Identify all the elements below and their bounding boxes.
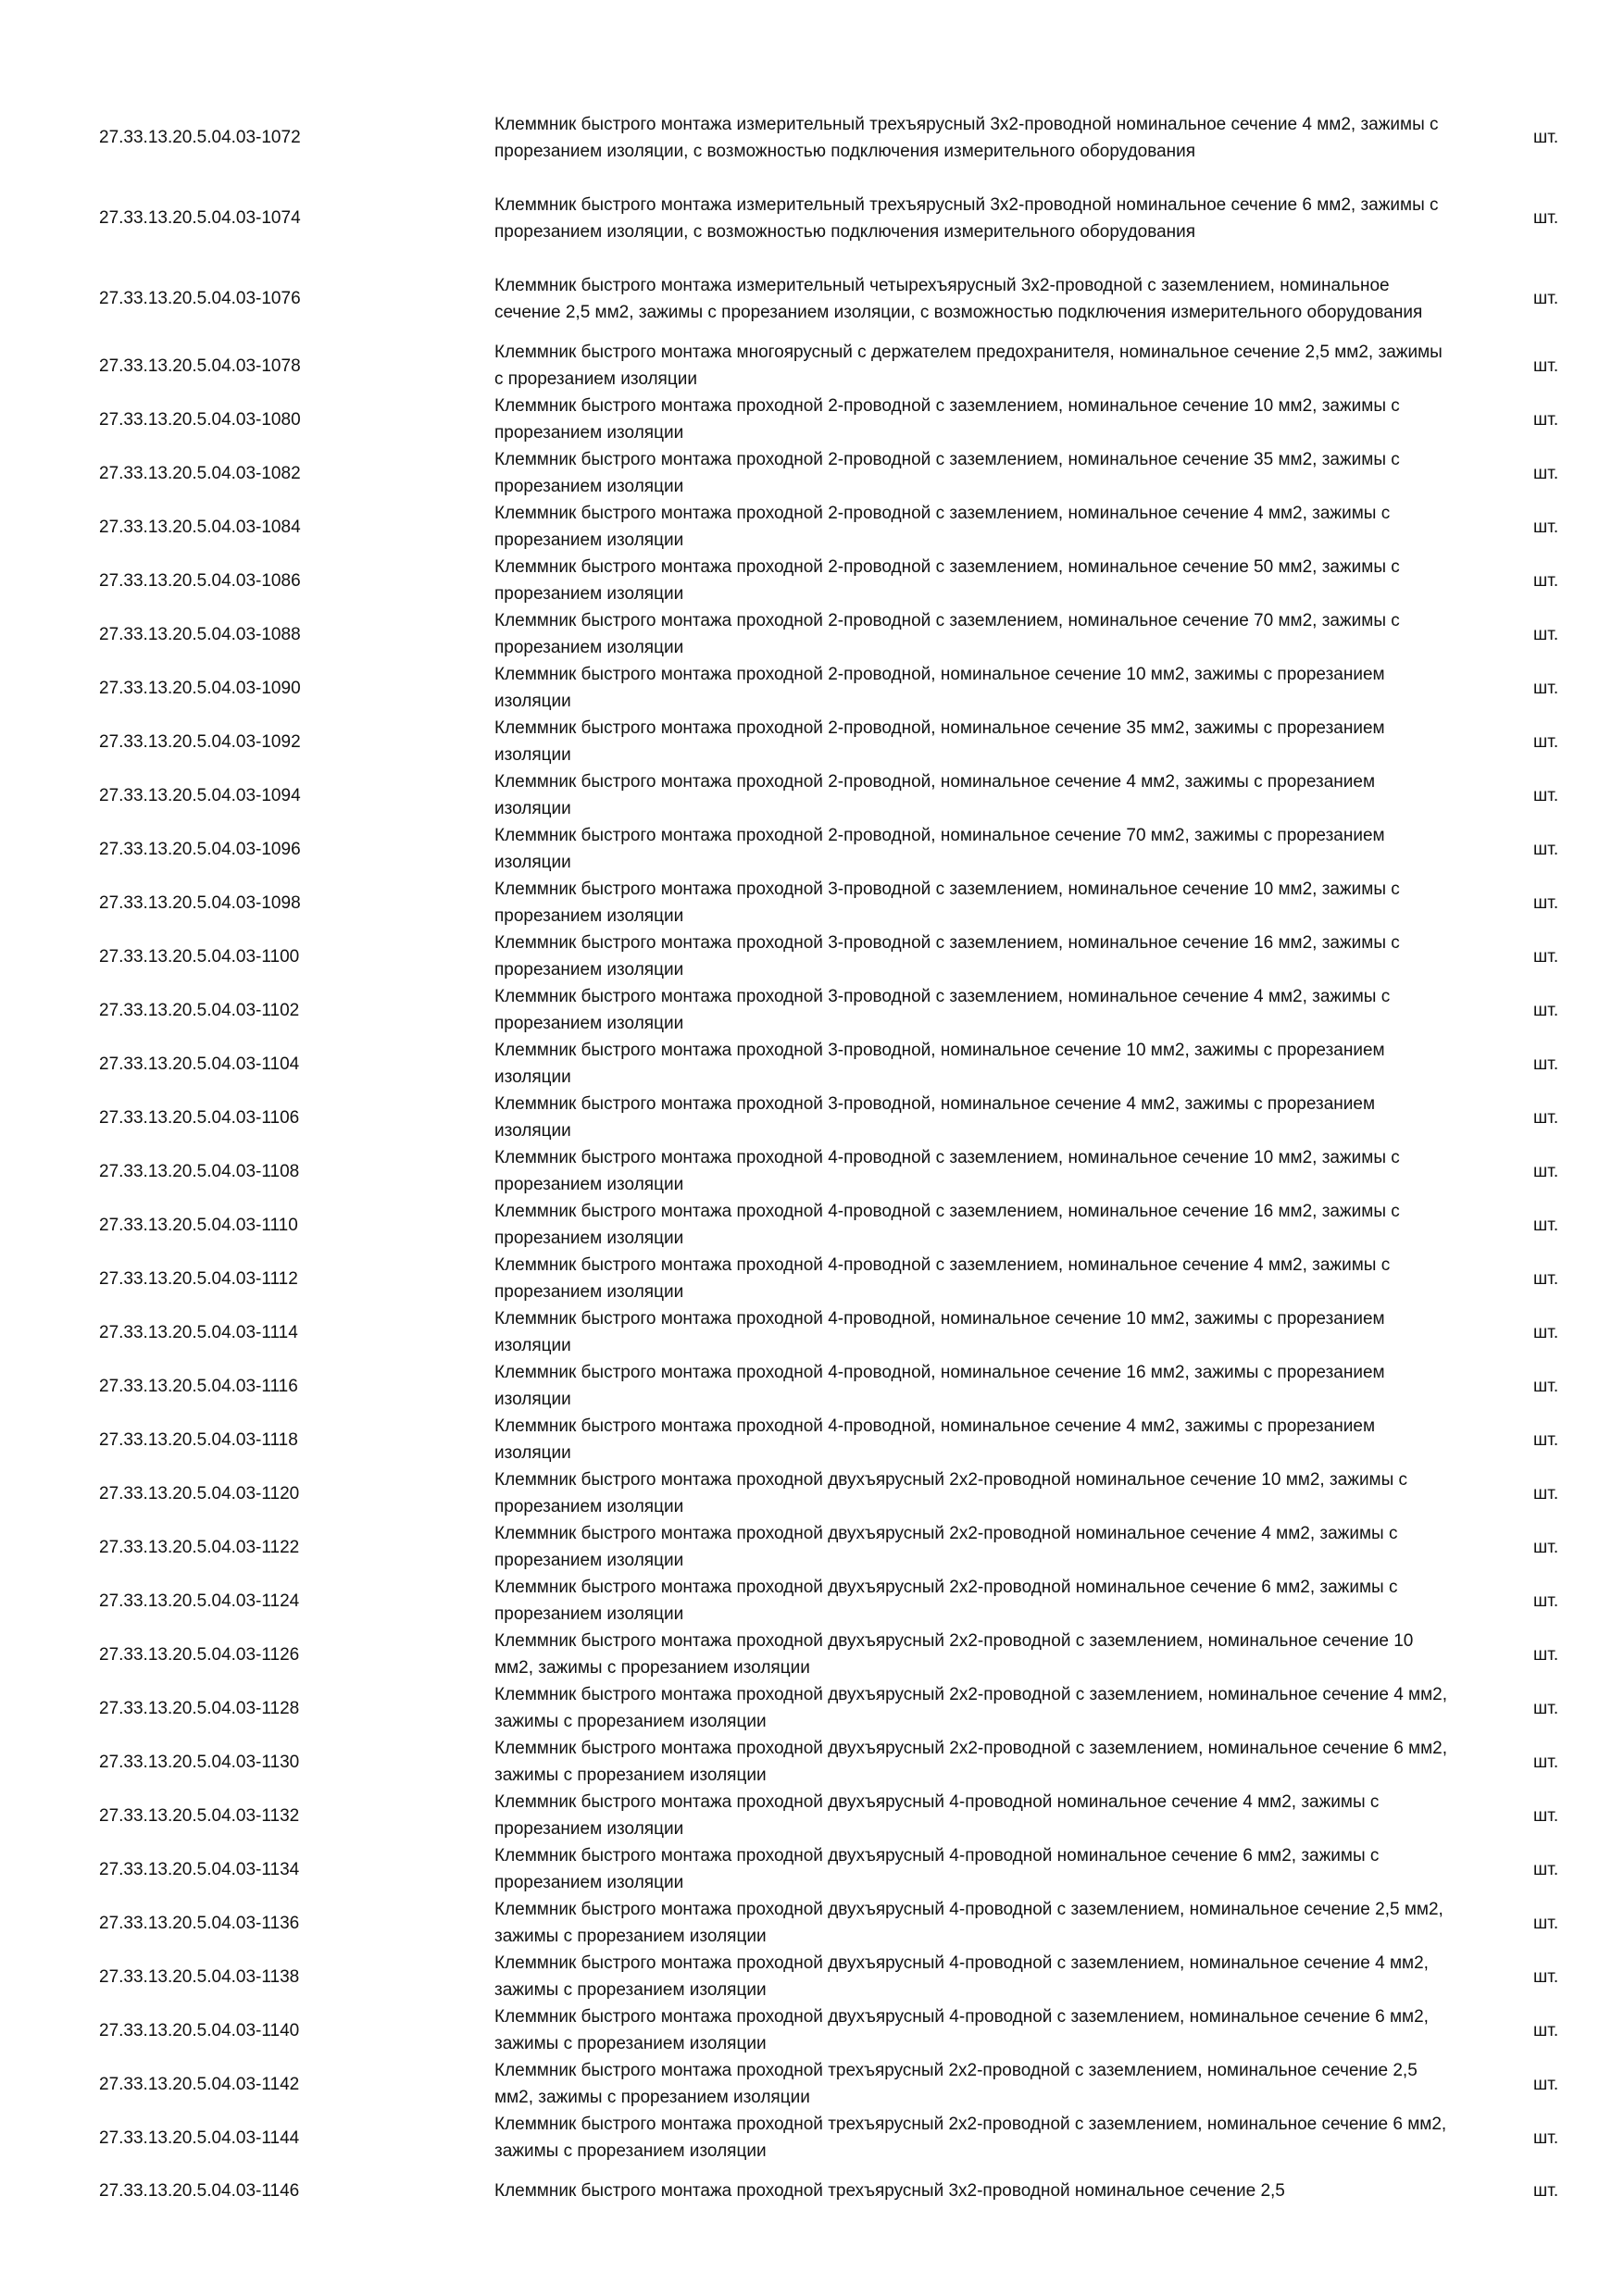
table-row [0,178,1624,258]
row-unit: шт. [1533,1268,1559,1289]
row-unit: шт. [1533,1483,1559,1504]
table-row [0,97,1624,178]
row-code: 27.33.13.20.5.04.03-1142 [99,2074,300,2094]
row-unit: шт. [1533,2020,1559,2040]
row-unit: шт. [1533,463,1559,483]
row-code: 27.33.13.20.5.04.03-1088 [99,624,301,644]
row-description: Клеммник быстрого монтажа проходной 2-проводной с заземлением, номинальное сечение 35 мм2, зажимы с прорезанием изоляции [494,450,1400,496]
table-row [0,715,1624,768]
row-description: Клеммник быстрого монтажа проходной 3-проводной, номинальное сечение 10 мм2, зажимы с прорезанием изоляции [494,1041,1385,1087]
row-description: Клеммник быстрого монтажа проходной двухъярусный 2х2-проводной номинальное сечение 6 мм2, зажимы с прорезанием изоляции [494,1578,1398,1624]
row-code: 27.33.13.20.5.04.03-1112 [99,1268,298,1289]
row-unit: шт. [1533,1054,1559,1074]
row-code: 27.33.13.20.5.04.03-1092 [99,731,301,752]
row-unit: шт. [1533,570,1559,591]
row-unit: шт. [1533,839,1559,859]
row-description: Клеммник быстрого монтажа проходной двухъярусный 4-проводной номинальное сечение 6 мм2, зажимы с прорезанием изоляции [494,1846,1380,1892]
table-row [0,930,1624,983]
row-description: Клеммник быстрого монтажа проходной 4-проводной с заземлением, номинальное сечение 10 мм2, зажимы с прорезанием изоляции [494,1148,1400,1194]
row-description: Клеммник быстрого монтажа проходной двухъярусный 2х2-проводной номинальное сечение 4 мм2, зажимы с прорезанием изоляции [494,1524,1398,1570]
row-unit: шт. [1533,1859,1559,1879]
row-code: 27.33.13.20.5.04.03-1090 [99,678,301,698]
row-unit: шт. [1533,731,1559,752]
row-code: 27.33.13.20.5.04.03-1106 [99,1107,300,1128]
row-code: 27.33.13.20.5.04.03-1086 [99,570,301,591]
row-code: 27.33.13.20.5.04.03-1080 [99,409,301,430]
table-row [0,822,1624,876]
row-unit: шт. [1533,1698,1559,1718]
row-code: 27.33.13.20.5.04.03-1146 [99,2181,300,2201]
table-row [0,554,1624,607]
row-unit: шт. [1533,1429,1559,1450]
row-code: 27.33.13.20.5.04.03-1108 [99,1161,300,1181]
row-code: 27.33.13.20.5.04.03-1110 [99,1215,298,1235]
row-code: 27.33.13.20.5.04.03-1082 [99,463,301,483]
row-description: Клеммник быстрого монтажа проходной 2-проводной с заземлением, номинальное сечение 50 мм2, зажимы с прорезанием изоляции [494,557,1400,604]
row-unit: шт. [1533,2128,1559,2148]
row-code: 27.33.13.20.5.04.03-1132 [99,1805,300,1826]
table-row [0,876,1624,930]
row-code: 27.33.13.20.5.04.03-1118 [99,1429,298,1450]
row-description: Клеммник быстрого монтажа проходной 4-проводной, номинальное сечение 16 мм2, зажимы с прорезанием изоляции [494,1363,1385,1409]
table-row [0,661,1624,715]
row-code: 27.33.13.20.5.04.03-1122 [99,1537,300,1557]
table-row [0,1359,1624,1413]
row-description: Клеммник быстрого монтажа проходной 4-проводной, номинальное сечение 10 мм2, зажимы с прорезанием изоляции [494,1309,1385,1355]
row-unit: шт. [1533,1107,1559,1128]
row-description: Клеммник быстрого монтажа проходной 3-проводной с заземлением, номинальное сечение 4 мм2, зажимы с прорезанием изоляции [494,987,1391,1033]
row-unit: шт. [1533,2074,1559,2094]
table-row [0,1950,1624,2003]
row-code: 27.33.13.20.5.04.03-1116 [99,1376,298,1396]
table-row [0,607,1624,661]
row-description: Клеммник быстрого монтажа проходной 4-проводной с заземлением, номинальное сечение 4 мм2, зажимы с прорезанием изоляции [494,1255,1391,1302]
row-unit: шт. [1533,785,1559,805]
row-description: Клеммник быстрого монтажа проходной 2-проводной, номинальное сечение 4 мм2, зажимы с прорезанием изоляции [494,772,1376,818]
table-row [0,1252,1624,1305]
row-code: 27.33.13.20.5.04.03-1102 [99,1000,300,1020]
row-code: 27.33.13.20.5.04.03-1134 [99,1859,300,1879]
row-unit: шт. [1533,2181,1559,2201]
row-code: 27.33.13.20.5.04.03-1124 [99,1591,300,1611]
table-row [0,1305,1624,1359]
table-row [0,768,1624,822]
row-code: 27.33.13.20.5.04.03-1100 [99,946,300,967]
table-row [0,1144,1624,1198]
row-description: Клеммник быстрого монтажа многоярусный с держателем предохранителя, номинальное сечение 2,5 мм2, зажимы с прорезанием изоляции [494,343,1443,389]
row-description: Клеммник быстрого монтажа проходной 2-проводной, номинальное сечение 70 мм2, зажимы с прорезанием изоляции [494,826,1385,872]
row-code: 27.33.13.20.5.04.03-1128 [99,1698,300,1718]
table-row [0,1681,1624,1735]
row-description: Клеммник быстрого монтажа проходной 3-проводной, номинальное сечение 4 мм2, зажимы с прорезанием изоляции [494,1094,1376,1141]
row-description: Клеммник быстрого монтажа проходной 2-проводной с заземлением, номинальное сечение 10 мм2, зажимы с прорезанием изоляции [494,396,1400,443]
row-description: Клеммник быстрого монтажа проходной 2-проводной, номинальное сечение 10 мм2, зажимы с прорезанием изоляции [494,665,1385,711]
row-code: 27.33.13.20.5.04.03-1120 [99,1483,300,1504]
row-unit: шт. [1533,356,1559,376]
row-description: Клеммник быстрого монтажа измерительный трехъярусный 3х2-проводной номинальное сечение 4 мм2, зажимы с прорезанием изоляции, с возможностью подключения измерительного оборудования [494,114,1439,161]
row-unit: шт. [1533,892,1559,913]
row-unit: шт. [1533,946,1559,967]
row-description: Клеммник быстрого монтажа проходной 2-проводной, номинальное сечение 35 мм2, зажимы с прорезанием изоляции [494,718,1385,765]
table-row [0,2057,1624,2111]
row-description: Клеммник быстрого монтажа проходной трехъярусный 2х2-проводной с заземлением, номинальное сечение 2,5 мм2, зажимы с прорезанием изоляции [494,2061,1418,2107]
row-code: 27.33.13.20.5.04.03-1138 [99,1966,300,1987]
table-row [0,500,1624,554]
row-description: Клеммник быстрого монтажа проходной двухъярусный 4-проводной номинальное сечение 4 мм2, зажимы с прорезанием изоляции [494,1792,1380,1839]
row-unit: шт. [1533,1966,1559,1987]
row-unit: шт. [1533,208,1559,228]
row-code: 27.33.13.20.5.04.03-1140 [99,2020,300,2040]
row-unit: шт. [1533,1752,1559,1772]
row-code: 27.33.13.20.5.04.03-1098 [99,892,301,913]
row-code: 27.33.13.20.5.04.03-1096 [99,839,301,859]
row-description: Клеммник быстрого монтажа проходной трехъярусный 3х2-проводной номинальное сечение 2,5 [494,2181,1285,2201]
table-row [0,2003,1624,2057]
table-row [0,2165,1624,2218]
row-unit: шт. [1533,1161,1559,1181]
row-code: 27.33.13.20.5.04.03-1094 [99,785,301,805]
row-description: Клеммник быстрого монтажа проходной 4-проводной, номинальное сечение 4 мм2, зажимы с прорезанием изоляции [494,1416,1376,1463]
row-description: Клеммник быстрого монтажа проходной двухъярусный 4-проводной с заземлением, номинальное сечение 2,5 мм2, зажимы с прорезанием изоляции [494,1900,1443,1946]
row-unit: шт. [1533,1644,1559,1665]
row-unit: шт. [1533,517,1559,537]
row-code: 27.33.13.20.5.04.03-1076 [99,289,301,308]
row-code: 27.33.13.20.5.04.03-1074 [99,208,301,228]
table-row [0,446,1624,500]
table-row [0,1413,1624,1466]
row-code: 27.33.13.20.5.04.03-1084 [99,517,301,537]
row-unit: шт. [1533,409,1559,430]
row-unit: шт. [1533,624,1559,644]
table-row [0,393,1624,446]
row-unit: шт. [1533,128,1559,147]
row-code: 27.33.13.20.5.04.03-1136 [99,1913,300,1933]
table-row [0,1520,1624,1574]
row-code: 27.33.13.20.5.04.03-1072 [99,128,301,147]
row-description: Клеммник быстрого монтажа проходной двухъярусный 2х2-проводной с заземлением, номинальное сечение 4 мм2, зажимы с прорезанием изоляции [494,1685,1448,1731]
row-description: Клеммник быстрого монтажа проходной 2-проводной с заземлением, номинальное сечение 4 мм2, зажимы с прорезанием изоляции [494,504,1391,550]
row-code: 27.33.13.20.5.04.03-1104 [99,1054,300,1074]
row-unit: шт. [1533,678,1559,698]
row-unit: шт. [1533,1376,1559,1396]
row-description: Клеммник быстрого монтажа проходной двухъярусный 4-проводной с заземлением, номинальное сечение 6 мм2, зажимы с прорезанием изоляции [494,2007,1429,2053]
table-row [0,983,1624,1037]
table-row [0,1574,1624,1628]
row-description: Клеммник быстрого монтажа проходной двухъярусный 2х2-проводной с заземлением, номинальное сечение 10 мм2, зажимы с прорезанием изоляции [494,1631,1414,1678]
table-row [0,1198,1624,1252]
row-unit: шт. [1533,289,1559,308]
table-row [0,339,1624,393]
table-row [0,1037,1624,1091]
row-unit: шт. [1533,1000,1559,1020]
row-description: Клеммник быстрого монтажа проходной двухъярусный 2х2-проводной номинальное сечение 10 мм2, зажимы с прорезанием изоляции [494,1470,1408,1516]
table-row [0,1842,1624,1896]
table-row [0,1896,1624,1950]
row-description: Клеммник быстрого монтажа проходной двухъярусный 2х2-проводной с заземлением, номинальное сечение 6 мм2, зажимы с прорезанием изоляции [494,1739,1448,1785]
table-row [0,258,1624,339]
row-description: Клеммник быстрого монтажа измерительный четырехъярусный 3х2-проводной с заземлением, номинальное сечение 2,5 мм2, зажимы с прорезанием изоляции, с возможностью подключения измерительного оборудования [494,275,1423,322]
row-unit: шт. [1533,1537,1559,1557]
table-row [0,1466,1624,1520]
row-description: Клеммник быстрого монтажа проходной 2-проводной с заземлением, номинальное сечение 70 мм2, зажимы с прорезанием изоляции [494,611,1400,657]
row-description: Клеммник быстрого монтажа проходной двухъярусный 4-проводной с заземлением, номинальное сечение 4 мм2, зажимы с прорезанием изоляции [494,1953,1429,2000]
row-description: Клеммник быстрого монтажа проходной трехъярусный 2х2-проводной с заземлением, номинальное сечение 6 мм2, зажимы с прорезанием изоляции [494,2115,1447,2161]
row-unit: шт. [1533,1591,1559,1611]
row-unit: шт. [1533,1215,1559,1235]
row-unit: шт. [1533,1322,1559,1342]
row-code: 27.33.13.20.5.04.03-1114 [99,1322,298,1342]
row-code: 27.33.13.20.5.04.03-1126 [99,1644,300,1665]
table-row [0,2111,1624,2165]
price-list-table [0,97,1624,2218]
row-code: 27.33.13.20.5.04.03-1144 [99,2128,300,2148]
table-row [0,1735,1624,1789]
table-row [0,1091,1624,1144]
row-description: Клеммник быстрого монтажа проходной 4-проводной с заземлением, номинальное сечение 16 мм2, зажимы с прорезанием изоляции [494,1202,1400,1248]
table-row [0,1628,1624,1681]
table-row [0,1789,1624,1842]
row-description: Клеммник быстрого монтажа измерительный трехъярусный 3х2-проводной номинальное сечение 6 мм2, зажимы с прорезанием изоляции, с возможностью подключения измерительного оборудования [494,194,1439,242]
row-unit: шт. [1533,1913,1559,1933]
row-unit: шт. [1533,1805,1559,1826]
row-code: 27.33.13.20.5.04.03-1130 [99,1752,300,1772]
row-description: Клеммник быстрого монтажа проходной 3-проводной с заземлением, номинальное сечение 16 мм2, зажимы с прорезанием изоляции [494,933,1400,980]
row-description: Клеммник быстрого монтажа проходной 3-проводной с заземлением, номинальное сечение 10 мм2, зажимы с прорезанием изоляции [494,880,1400,926]
row-code: 27.33.13.20.5.04.03-1078 [99,356,301,376]
